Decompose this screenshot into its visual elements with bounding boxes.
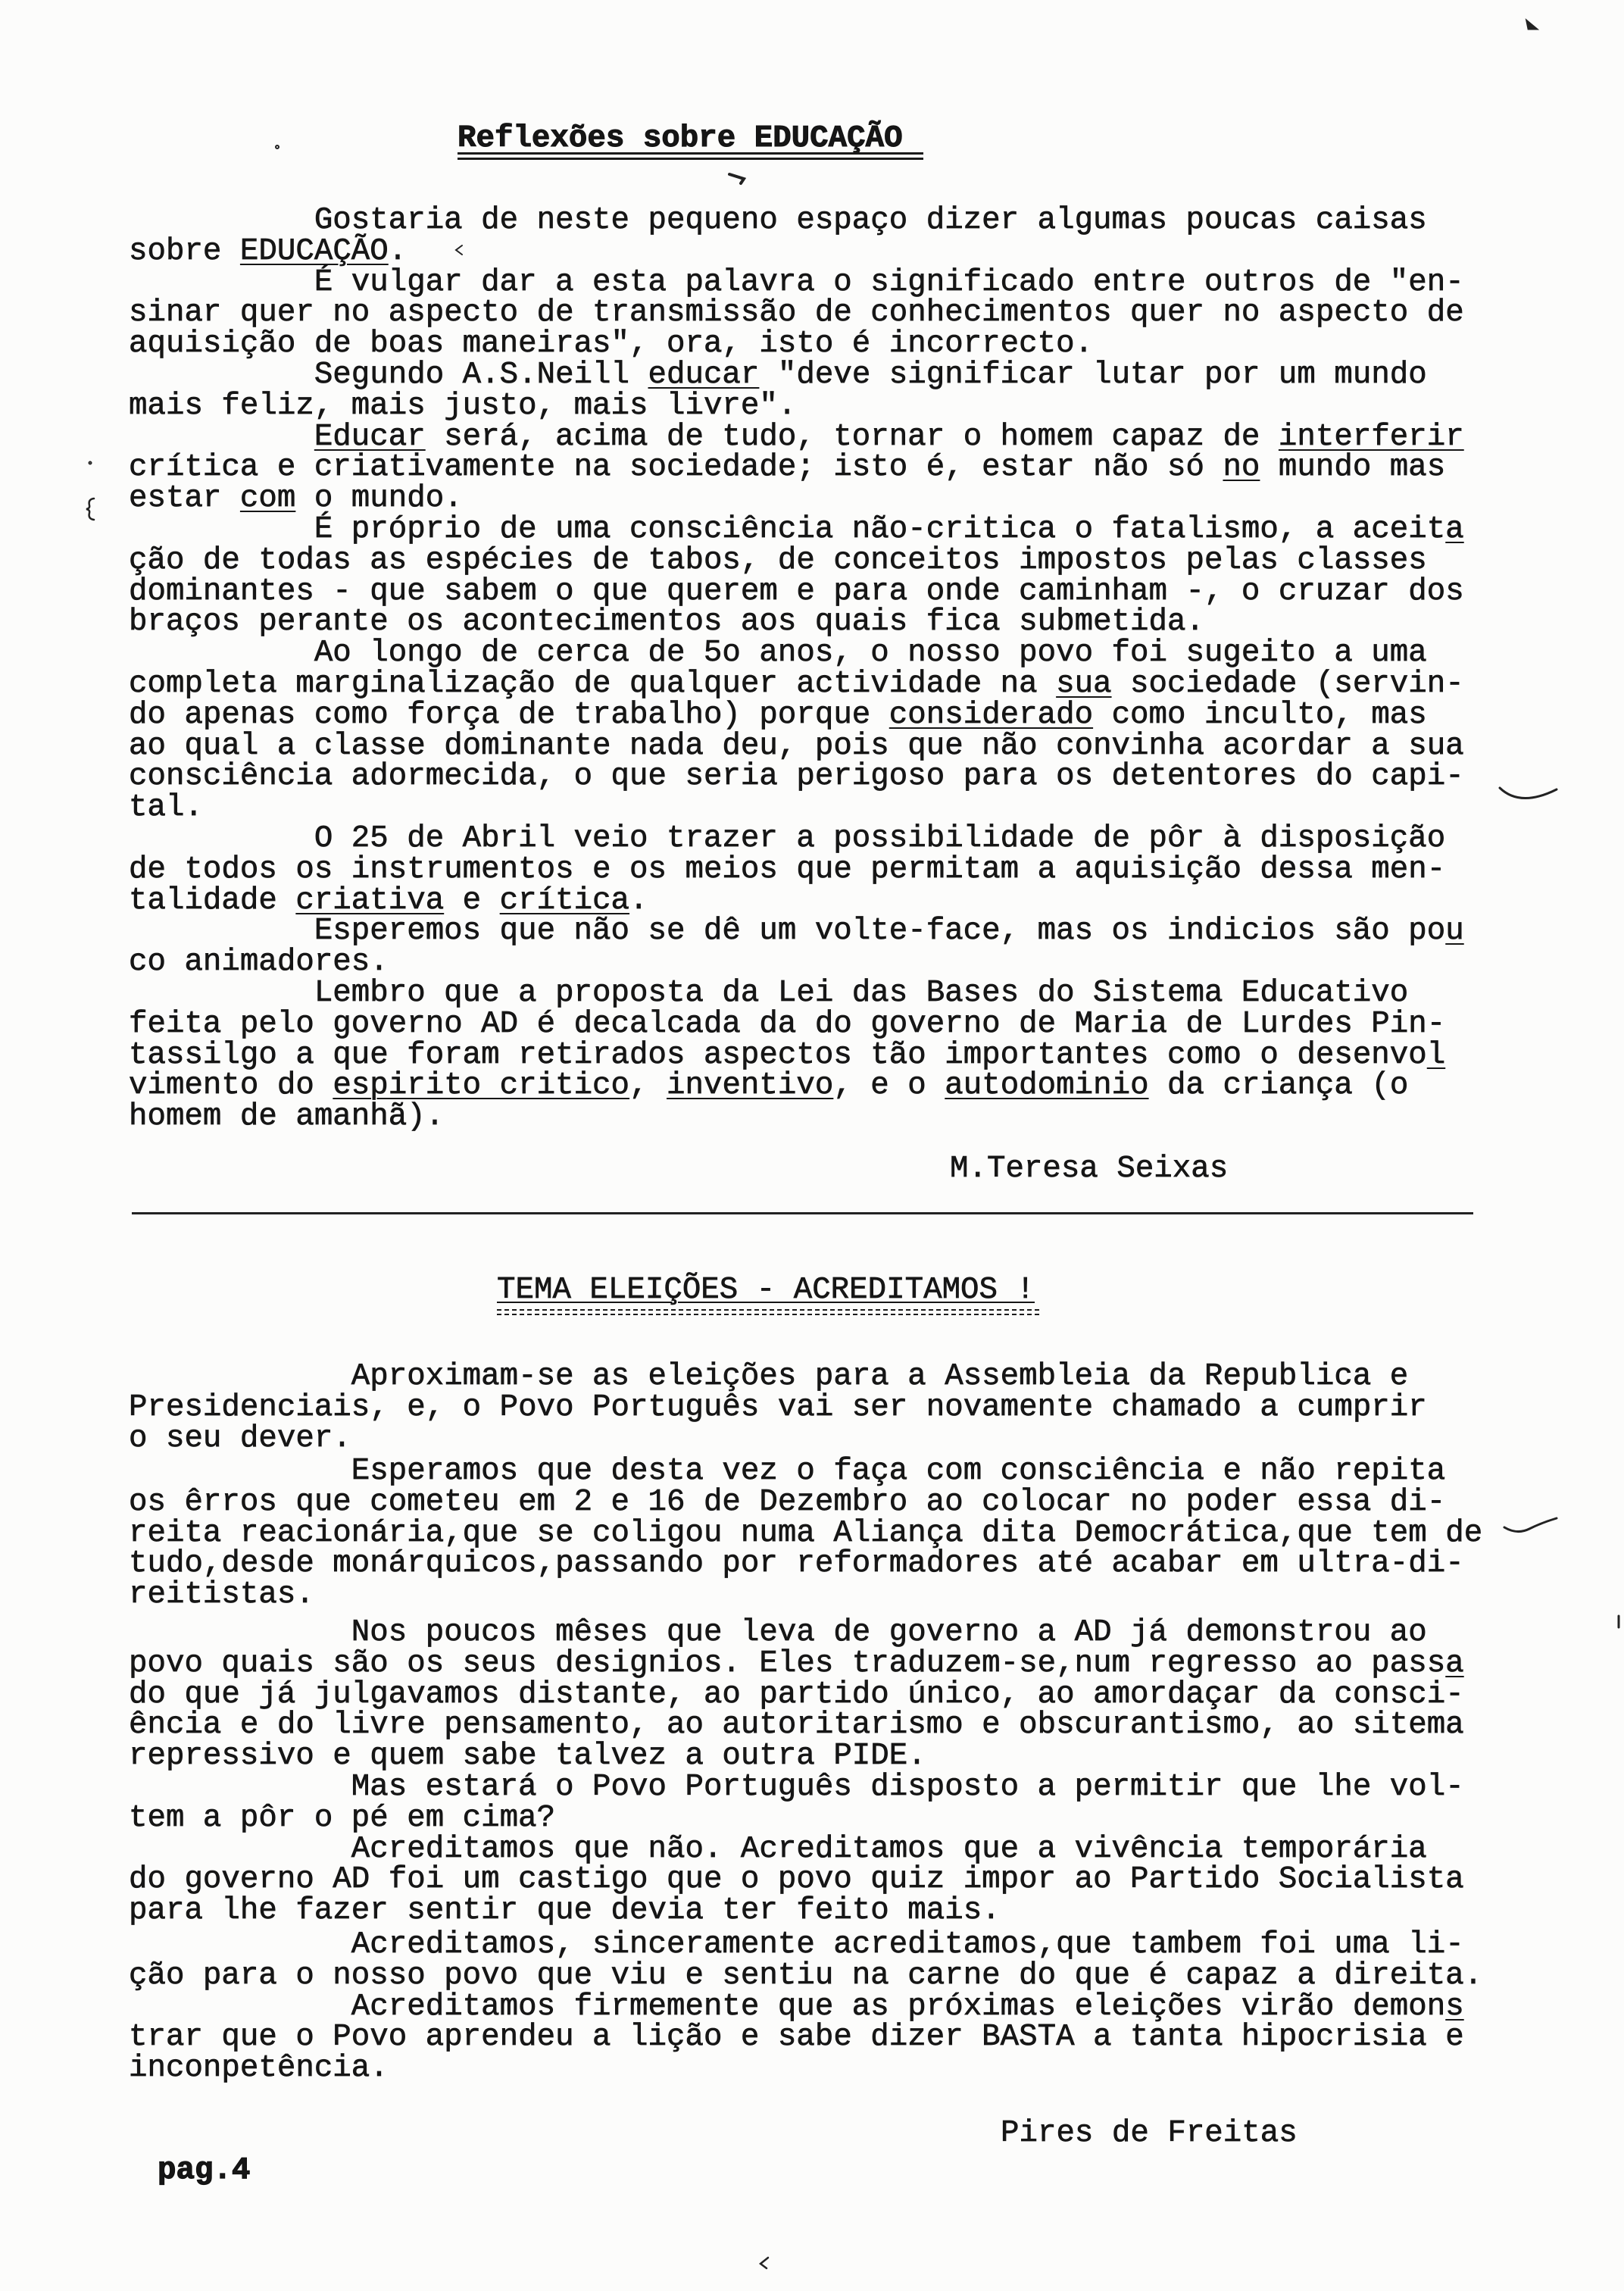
- article-2-paragraph: [129, 1361, 1613, 1454]
- text-segment: da criança (o: [1148, 1068, 1409, 1104]
- text-line: [129, 419, 1613, 455]
- text-segment: estar: [129, 481, 240, 517]
- text-line: ção para o nosso povo que viu e sentiu na carne do que é capaz a direita.: [129, 1958, 1483, 1993]
- text-segment: vimento do: [129, 1068, 333, 1104]
- text-line: tudo,desde monárquicos,passando por reformadores até acabar em ultra-di-: [129, 1546, 1464, 1582]
- ink-mark: [727, 170, 751, 187]
- text-line: co animadores.: [129, 945, 389, 980]
- title-double-underline: [458, 152, 923, 160]
- text-line: ção de todas as espécies de tabos, de conceitos impostos pelas classes: [129, 542, 1427, 578]
- text-line: [129, 666, 1613, 702]
- text-line: Lembro que a proposta da Lei das Bases do Sistema Educativo: [314, 975, 1409, 1011]
- text-line: sinar quer no aspecto de transmissão de conhecimentos quer no aspecto de: [129, 295, 1464, 331]
- text-line: [129, 1070, 1613, 1102]
- text-line: Acreditamos, sinceramente acreditamos,que tambem foi uma li-: [351, 1927, 1464, 1962]
- text-segment: povo quais são os seus designios. Eles traduzem-se,num regresso ao pass: [129, 1646, 1446, 1681]
- article-2-author: Pires de Freitas: [1001, 2116, 1298, 2151]
- underlined-text: u: [1445, 914, 1464, 949]
- article-2-title: TEMA ELEIÇÕES - ACREDITAMOS !: [497, 1273, 1035, 1308]
- text-segment: mundo mas: [1260, 450, 1446, 486]
- text-line: inconpetência.: [129, 2051, 389, 2086]
- text-line: Presidenciais, e, o Povo Português vai ser novamente chamado a cumprir: [129, 1389, 1427, 1425]
- text-line: braços perante os acontecimentos aos quais fica submetida.: [129, 605, 1204, 640]
- text-line: [129, 1037, 1613, 1073]
- text-segment: ,: [629, 1068, 667, 1104]
- text-segment: É próprio de uma consciência não-critica o fatalismo, a aceit: [314, 511, 1446, 547]
- text-segment: talidade: [129, 883, 296, 918]
- underlined-text: autodominio: [945, 1068, 1149, 1104]
- text-line: aquisição de boas maneiras", ora, isto é incorrecto.: [129, 327, 1094, 362]
- text-line: consciência adormecida, o que seria perigoso para os detentores do capi-: [129, 759, 1464, 795]
- text-line: [129, 481, 1613, 517]
- text-line: É vulgar dar a esta palavra o significado entre outros de "en-: [314, 264, 1464, 300]
- text-line: [129, 883, 1613, 918]
- text-segment: Esperemos que não se dê um volte-face, mas os indicios são po: [314, 914, 1446, 949]
- underlined-text: EDUCAÇÃO: [239, 233, 389, 269]
- underlined-text: sua: [1056, 666, 1112, 702]
- article-1-title: Reflexões sobre EDUCAÇÃO: [458, 121, 903, 156]
- text-line: tem a pôr o pé em cima?: [129, 1800, 556, 1836]
- ink-mark: [1524, 18, 1541, 33]
- text-line: [129, 916, 1613, 947]
- text-line: [129, 1989, 1613, 2024]
- article-2-paragraph: [129, 1617, 1613, 1927]
- underlined-text: interferir: [1278, 419, 1464, 455]
- text-segment: .: [388, 233, 408, 269]
- text-line: Esperamos que desta vez o faça com consciência e não repita: [351, 1454, 1446, 1489]
- text-line: de todos os instrumentos e os meios que permitam a aquisição dessa men-: [129, 852, 1446, 887]
- underlined-text: no: [1223, 450, 1260, 486]
- underlined-text: l: [1426, 1037, 1446, 1073]
- text-line: O 25 de Abril veio trazer a possibilidade de pôr à disposição: [314, 820, 1446, 856]
- text-segment: .: [629, 883, 648, 918]
- text-line: Nos poucos mêses que leva de governo a AD já demonstrou ao: [351, 1615, 1427, 1650]
- text-line: Mas estará o Povo Português disposto a permitir que lhe vol-: [351, 1769, 1464, 1805]
- text-line: feita pelo governo AD é decalcada da do governo de Maria de Lurdes Pin-: [129, 1006, 1446, 1042]
- text-line: dominantes - que sabem o que querem e para onde caminham -, o cruzar dos: [129, 574, 1464, 609]
- ink-mark: [756, 2255, 773, 2271]
- text-line: Gostaria de neste pequeno espaço dizer algumas poucas caisas: [314, 203, 1427, 238]
- text-line: [129, 697, 1613, 733]
- text-segment: do apenas como força de trabalho) porque: [129, 697, 889, 733]
- underlined-text: a: [1445, 1646, 1464, 1681]
- ink-mark: [1498, 785, 1560, 808]
- text-line: reita reacionária,que se coligou numa Aliança dita Democrática,que tem de: [129, 1515, 1483, 1551]
- text-segment: tassilgo a que foram retirados aspectos tão importantes como o desenvo: [129, 1037, 1427, 1073]
- text-line: Ao longo de cerca de 5o anos, o nosso povo foi sugeito a uma: [314, 636, 1427, 671]
- text-line: do governo AD foi um castigo que o povo quiz impor ao Partido Socialista: [129, 1862, 1464, 1898]
- text-line: os êrros que cometeu em 2 e 16 de Dezembro ao colocar no poder essa di-: [129, 1484, 1446, 1520]
- text-line: reitistas.: [129, 1577, 314, 1613]
- text-segment: Acreditamos firmemente que as próximas eleições virão demon: [351, 1989, 1446, 2024]
- text-line: ao qual a classe dominante nada deu, pois que não convinha acordar a sua: [129, 728, 1464, 764]
- text-line: trar que o Povo aprendeu a lição e sabe dizer BASTA a tanta hipocrisia e: [129, 2020, 1464, 2055]
- underlined-text: s: [1445, 1989, 1464, 2024]
- text-line: [129, 357, 1613, 392]
- underlined-text: inventivo: [667, 1068, 834, 1104]
- underlined-text: Educar: [314, 419, 426, 455]
- text-segment: e: [444, 883, 500, 918]
- text-line: [129, 233, 1613, 269]
- page-number: pag.4: [158, 2153, 251, 2188]
- text-segment: , e o: [833, 1068, 945, 1104]
- underlined-text: crítica: [499, 883, 630, 918]
- text-line: [129, 1646, 1613, 1681]
- ink-mark: [451, 242, 467, 258]
- article-1-author: M.Teresa Seixas: [950, 1152, 1229, 1186]
- article-2-paragraph: [129, 1927, 1613, 2086]
- text-segment: sobre: [129, 233, 240, 269]
- text-segment: Segundo A.S.Neill: [314, 357, 648, 392]
- text-line: Acreditamos que não. Acreditamos que a vivência temporária: [351, 1831, 1427, 1867]
- text-segment: completa marginalização de qualquer actividade na: [129, 666, 1057, 702]
- underlined-text: educar: [648, 357, 760, 392]
- ink-mark: [273, 142, 282, 152]
- underlined-text: espirito critico: [333, 1068, 630, 1104]
- text-line: do que já julgavamos distante, ao partido único, ao amordaçar da consci-: [129, 1677, 1464, 1712]
- underlined-text: a: [1445, 511, 1464, 547]
- text-segment: sociedade (servin-: [1111, 666, 1464, 702]
- underlined-text: com: [239, 481, 296, 517]
- text-segment: como inculto, mas: [1093, 697, 1427, 733]
- text-line: ência e do livre pensamento, ao autoritarismo e obscurantismo, ao sitema: [129, 1708, 1464, 1743]
- ink-mark: [1615, 1614, 1622, 1630]
- text-line: para lhe fazer sentir que devia ter feito mais.: [129, 1893, 1001, 1929]
- text-segment: crítica e criativamente na sociedade; isto é, estar não só: [129, 450, 1223, 486]
- text-segment: o mundo.: [295, 481, 463, 517]
- text-line: Aproximam-se as eleições para a Assembleia da Republica e: [351, 1359, 1409, 1394]
- ink-mark: [85, 458, 95, 468]
- text-line: tal.: [129, 790, 203, 826]
- underlined-text: considerado: [889, 697, 1094, 733]
- text-segment: será, acima de tudo, tornar o homem capaz de: [425, 419, 1279, 455]
- section-divider: [132, 1212, 1473, 1214]
- text-line: repressivo e quem sabe talvez a outra PIDE.: [129, 1739, 926, 1774]
- text-segment: "deve significar lutar por um mundo: [759, 357, 1427, 392]
- text-line: mais feliz, mais justo, mais livre".: [129, 388, 797, 424]
- text-line: [129, 511, 1613, 547]
- article-2-paragraph: [129, 1456, 1613, 1611]
- underlined-text: criativa: [295, 883, 445, 918]
- text-line: [129, 450, 1613, 486]
- ink-mark: [1502, 1515, 1560, 1538]
- ink-mark: [83, 496, 100, 522]
- text-line: homem de amanhã).: [129, 1099, 445, 1135]
- text-line: o seu dever.: [129, 1421, 351, 1456]
- title-double-underline: [497, 1309, 1039, 1315]
- article-1-body: [129, 205, 1613, 1133]
